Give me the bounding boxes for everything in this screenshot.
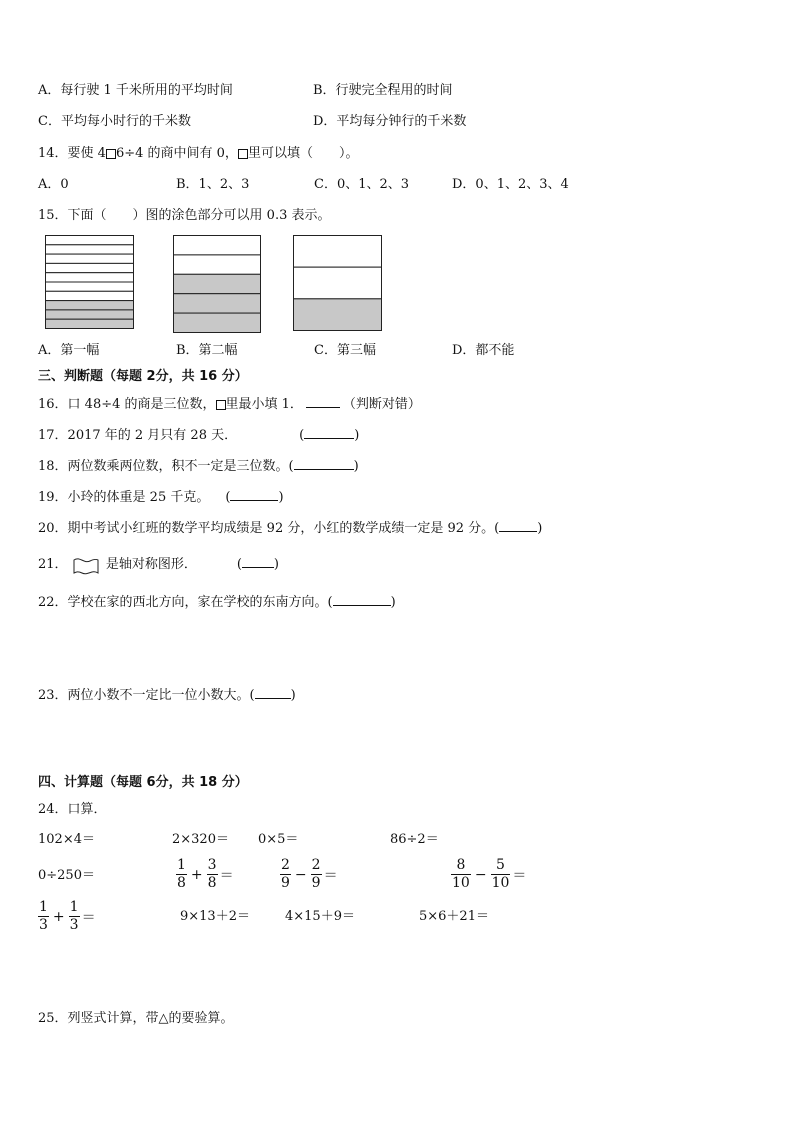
paren-close: ) [290,688,296,703]
q20 [38,519,542,538]
operator: + [190,866,203,883]
q13-option-d: D．平均每分钟行的千米数 [313,114,467,129]
answer-blank[interactable] [499,519,537,532]
q15-option-b: B．第二幅 [176,343,238,358]
q18 [38,457,359,476]
q14-question [38,145,358,163]
shaded-part [46,310,134,319]
operator: + [52,908,65,925]
shaded-part [46,319,134,328]
q19 [38,488,284,507]
q16-tail: （判断对错） [342,397,421,412]
operator: − [294,866,307,883]
shaded-part [174,274,261,293]
unshaded-part [46,245,134,254]
q22-text: 22．学校在家的西北方向，家在学校的东南方向。( [38,595,333,610]
section-3-title: 三、判断题（每题 2分，共 16 分） [38,369,248,384]
paren-close: ) [354,428,360,443]
unshaded-part [46,236,134,245]
unshaded-part [46,273,134,282]
equals-sign: ＝ [512,867,527,884]
unshaded-part [294,236,382,268]
q15-option-d: D．都不能 [452,343,515,358]
section-4-title: 四、计算题（每题 6分，共 18 分） [38,775,248,790]
figure-third [293,235,383,331]
q14-mid: 6÷4 的商中间有 0， [115,146,238,161]
figure-second [173,235,262,334]
q14-option-c: C．0、1、2、3 [314,177,410,192]
paren-close: ) [390,595,396,610]
wave-shape-icon [72,556,100,576]
q14-option-b: B．1、2、3 [176,177,250,192]
answer-blank[interactable] [294,457,354,470]
paren-open: ( [225,490,231,505]
q14-option-d: D．0、1、2、3、4 [452,177,569,192]
shaded-part [174,294,261,313]
calc-6: 9×13＋2＝ [180,909,250,924]
fraction: $\frac{1}{8}$ [177,857,186,891]
calc-8: 5×6＋21＝ [419,909,489,924]
equals-sign: ＝ [323,867,338,884]
blank-box-icon [238,149,248,159]
paren-close: ) [353,459,359,474]
fraction-calc-3 [451,857,526,892]
answer-blank[interactable] [255,686,291,699]
q16-suffix: 里最小填 1． [225,397,303,412]
q13-option-b: B．行驶完全程用的时间 [313,83,453,98]
q16-prefix: 16．口 48÷4 的商是三位数， [38,397,216,412]
q17 [38,426,359,445]
fraction: $\frac{1}{3}$ [69,899,79,933]
unshaded-part [46,282,134,291]
shaded-part [294,299,382,331]
equals-sign: ＝ [81,909,96,926]
answer-blank[interactable] [242,555,274,568]
fraction: $\frac{2}{9}$ [281,857,290,891]
q20-text: 20．期中考试小红班的数学平均成绩是 92 分，小红的数学成绩一定是 92 分。( [38,521,500,536]
fraction: $\frac{3}{8}$ [207,857,217,891]
calc-2: 2×320＝ [172,832,229,847]
q23-text: 23．两位小数不一定比一位小数大。( [38,688,255,703]
fraction-calc-1 [176,857,234,892]
paren-close: ) [273,557,279,572]
q14-suffix: 里可以填（ ）。 [247,146,359,161]
answer-blank[interactable] [230,488,278,501]
equals-sign: ＝ [219,867,234,884]
calc-5: 0÷250＝ [38,868,95,883]
q21-number: 21． [38,557,68,572]
answer-blank[interactable] [306,395,340,408]
shaded-part [46,301,134,310]
q15-question: 15．下面（ ）图的涂色部分可以用 0.3 表示。 [38,208,331,223]
q18-text: 18．两位数乘两位数，积不一定是三位数。( [38,459,294,474]
q16 [38,395,421,414]
q13-option-a: A．每行驶 1 千米所用的平均时间 [38,83,233,98]
fraction-calc-2 [280,857,338,892]
q15-option-c: C．第三幅 [314,343,376,358]
fraction: $\frac{2}{9}$ [311,857,321,891]
paren-close: ) [537,521,543,536]
operator: − [474,866,487,883]
unshaded-part [294,267,382,299]
calc-3: 0×5＝ [258,832,299,847]
blank-box-icon [106,149,116,159]
unshaded-part [46,291,134,300]
paren-open: ( [299,428,305,443]
answer-blank[interactable] [304,426,354,439]
q25-question: 25．列竖式计算，带△的要验算。 [38,1011,234,1026]
unshaded-part [174,236,261,255]
unshaded-part [46,254,134,263]
q24-title: 24．口算． [38,802,107,817]
q17-text: 17．2017 年的 2 月只有 28 天． [38,428,238,443]
unshaded-part [174,255,261,274]
calc-4: 86÷2＝ [390,832,439,847]
q23 [38,686,296,705]
fraction: $\frac{1}{3}$ [39,899,48,933]
fraction: $\frac{8}{10}$ [452,857,470,891]
q14-prefix: 14．要使 4 [38,146,106,161]
unshaded-part [46,263,134,272]
q15-option-a: A．第一幅 [38,343,100,358]
figure-first [45,235,135,330]
fraction-calc-4 [38,899,96,934]
paren-open: ( [236,557,242,572]
shaded-part [174,313,261,332]
q19-text: 19．小玲的体重是 25 千克。 [38,490,210,505]
q21-text: 是轴对称图形． [105,557,197,572]
calc-7: 4×15＋9＝ [285,909,355,924]
blank-box-icon [216,400,226,410]
q13-option-c: C．平均每小时行的千米数 [38,114,191,129]
answer-blank[interactable] [333,593,391,606]
fraction: $\frac{5}{10}$ [491,857,510,891]
q22 [38,593,396,612]
q14-option-a: A．0 [38,177,69,192]
paren-close: ) [278,490,284,505]
calc-1: 102×4＝ [38,832,95,847]
